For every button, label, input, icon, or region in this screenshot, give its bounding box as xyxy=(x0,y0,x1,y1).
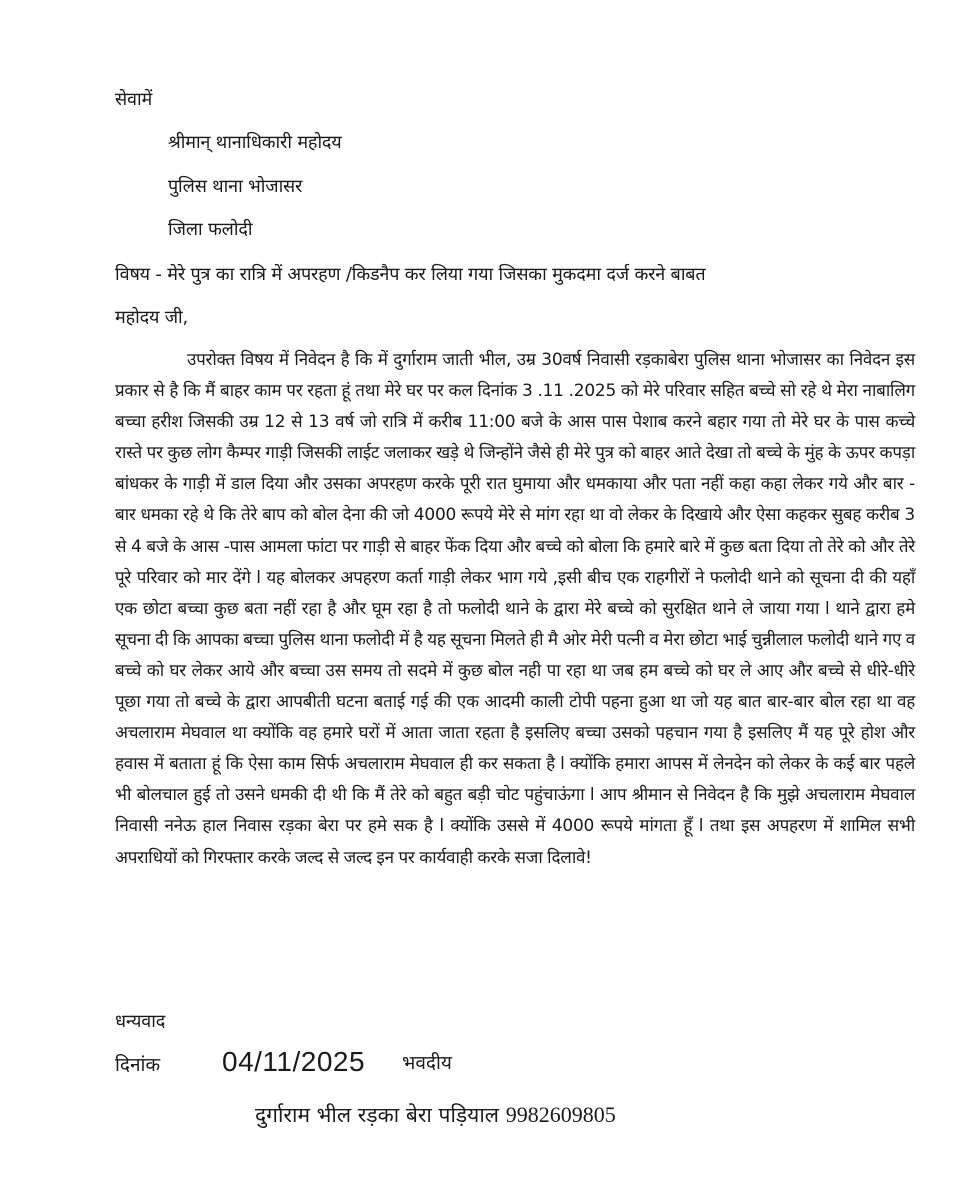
signature-block xyxy=(255,1100,616,1130)
date-value: 04/11/2025 xyxy=(222,1046,366,1077)
recipient-police-station: पुलिस थाना भोजासर xyxy=(168,176,303,197)
letter-closing: भवदीय xyxy=(402,1052,452,1074)
letter-thanks: धन्यवाद xyxy=(115,1011,166,1032)
letter-greeting: सेवामें xyxy=(115,89,153,110)
signature-phone: 9982609805 xyxy=(505,1102,616,1127)
letter-body: उपरोक्त विषय में निवेदन है कि में दुर्गाराम जाती भील, उम्र 30वर्ष निवासी रड़काबेरा पुलिस थाना भोजासर का निवेदन इस प्रकार से है कि मैं बाहर काम पर रहता हूं तथा मेरे घर पर कल दिनांक 3 .11 .2025 को मेरे परिवार सहित बच्चे सो रहे थे मेरा नाबालिग बच्चा हरीश जिसकी उम्र 12 से 13 वर्ष जो रात्रि में करीब 11:00 बजे के आस पास पेशाब करने बहार गया तो मेरे घर के पास कच्चे रास्ते पर कुछ लोग कैम्पर गाड़ी जिसकी लाईट जलाकर खड़े थे जिन्होंने जैसे ही मेरे पुत्र को बाहर आते देखा तो बच्चे के मुंह के ऊपर कपड़ा बांधकर के गाड़ी में डाल दिया और उसका अपरहण करके पूरी रात घुमाया और धमकाया और पता नहीं कहा कहा लेकर गये और बार - बार धमका रहे थे कि तेरे बाप को बोल देना की जो 4000 रूपये मेरे से मांग रहा था वो लेकर के दिखाये और ऐसा कहकर सुबह करीब 3 से 4 बजे के आस -पास आमला फांटा पर गाड़ी से बाहर फेंक दिया और बच्चे को बोला कि हमारे बारे में कुछ बता दिया तो तेरे को और तेरे पूरे परिवार को मार देंगे l यह बोलकर अपहरण कर्ता गाड़ी लेकर भाग गये ,इसी बीच एक राहगीरों ने फलोदी थाने को सूचना दी की यहाँ एक छोटा बच्चा कुछ बता नहीं रहा है और घूम रहा है तो फलोदी थाने के द्वारा मेरे बच्चे को सुरक्षित थाने ले जाया गया l थाने द्वारा हमे सूचना दी कि आपका बच्चा पुलिस थाना फलोदी में है यह सूचना मिलते ही मै ओर मेरी पत्नी व मेरा छोटा भाई चुन्नीलाल फलोदी थाने गए व बच्चे को घर लेकर आये और बच्चा उस समय तो सदमे में कुछ बोल नही पा रहा था जब हम बच्चे को घर ले आए और बच्चे से धीरे-धीरे पूछा गया तो बच्चे के द्वारा आपबीती घटना बताई गई की एक आदमी काली टोपी पहना हुआ था जो यह बात बार-बार बोल रहा था वह अचलाराम मेघवाल था क्योंकि वह हमारे घरों में आता जाता रहता है इसलिए बच्चा उसको पहचान गया है इसलिए मैं यह पूरे होश और हवास में बताता हूं कि ऐसा काम सिर्फ अचलाराम मेघवाल ही कर सकता है l क्योंकि हमारा आपस में लेनदेन को लेकर के कई बार पहले भी बोलचाल हुई तो उसने धमकी दी थी कि मैं तेरे को बहुत बड़ी चोट पहुंचाऊंगा l आप श्रीमान से निवेदन है कि मुझे अचलाराम मेघवाल निवासी ननेऊ हाल निवास रड़का बेरा पर हमे सक है l क्योंकि उससे में 4000 रूपये मांगता हूँ l तथा इस अपहरण में शामिल सभी अपराधियों को गिरफ्तार करके जल्द से जल्द इन पर कार्यवाही करके सजा दिलावे! xyxy=(115,350,916,868)
recipient-title: श्रीमान् थानाधिकारी महोदय xyxy=(168,132,342,153)
date-label: दिनांक xyxy=(115,1054,161,1076)
letter-subject: विषय - मेरे पुत्र का रात्रि में अपरहण /किडनैप कर लिया गया जिसका मुकदमा दर्ज करने बाबत xyxy=(115,264,706,285)
recipient-district: जिला फलोदी xyxy=(168,219,253,240)
signature-name: दुर्गाराम भील रड़का बेरा पड़ियाल xyxy=(255,1103,500,1127)
letter-salutation: महोदय जी, xyxy=(115,307,189,328)
